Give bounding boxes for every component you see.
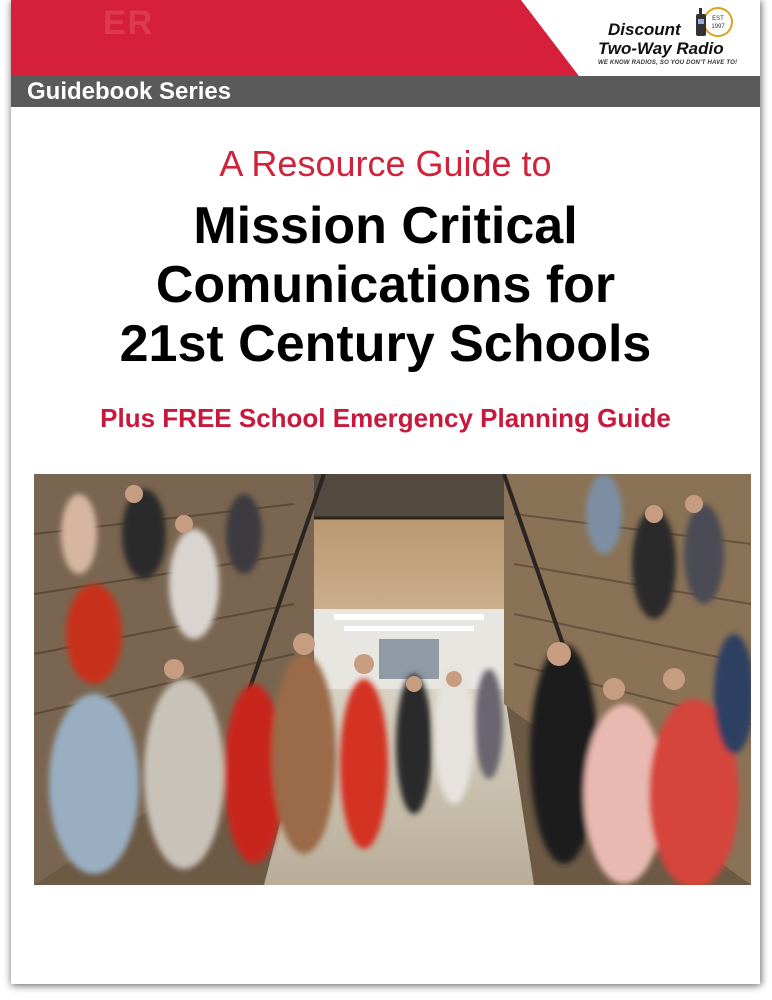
logo-tagline: WE KNOW RADIOS, SO YOU DON'T HAVE TO! — [598, 60, 738, 66]
radio-mascot-icon — [692, 6, 734, 42]
subtitle: Plus FREE School Emergency Planning Guide — [100, 403, 671, 433]
company-logo — [596, 6, 746, 72]
svg-text:1997: 1997 — [711, 24, 725, 30]
hallway-photo — [34, 474, 751, 885]
watermark-text: ER — [103, 4, 155, 42]
main-title-line1: Mission Critical — [193, 197, 578, 255]
main-title-line3: 21st Century Schools — [119, 315, 652, 373]
svg-text:EST: EST — [712, 16, 724, 22]
pre-title: A Resource Guide to — [219, 143, 552, 184]
guidebook-cover — [11, 0, 760, 984]
series-label: Guidebook Series — [27, 78, 232, 105]
logo-line2: Two-Way Radio — [598, 39, 724, 58]
main-title-line2: Comunications for — [155, 256, 616, 314]
logo-line1: Discount — [608, 20, 681, 39]
